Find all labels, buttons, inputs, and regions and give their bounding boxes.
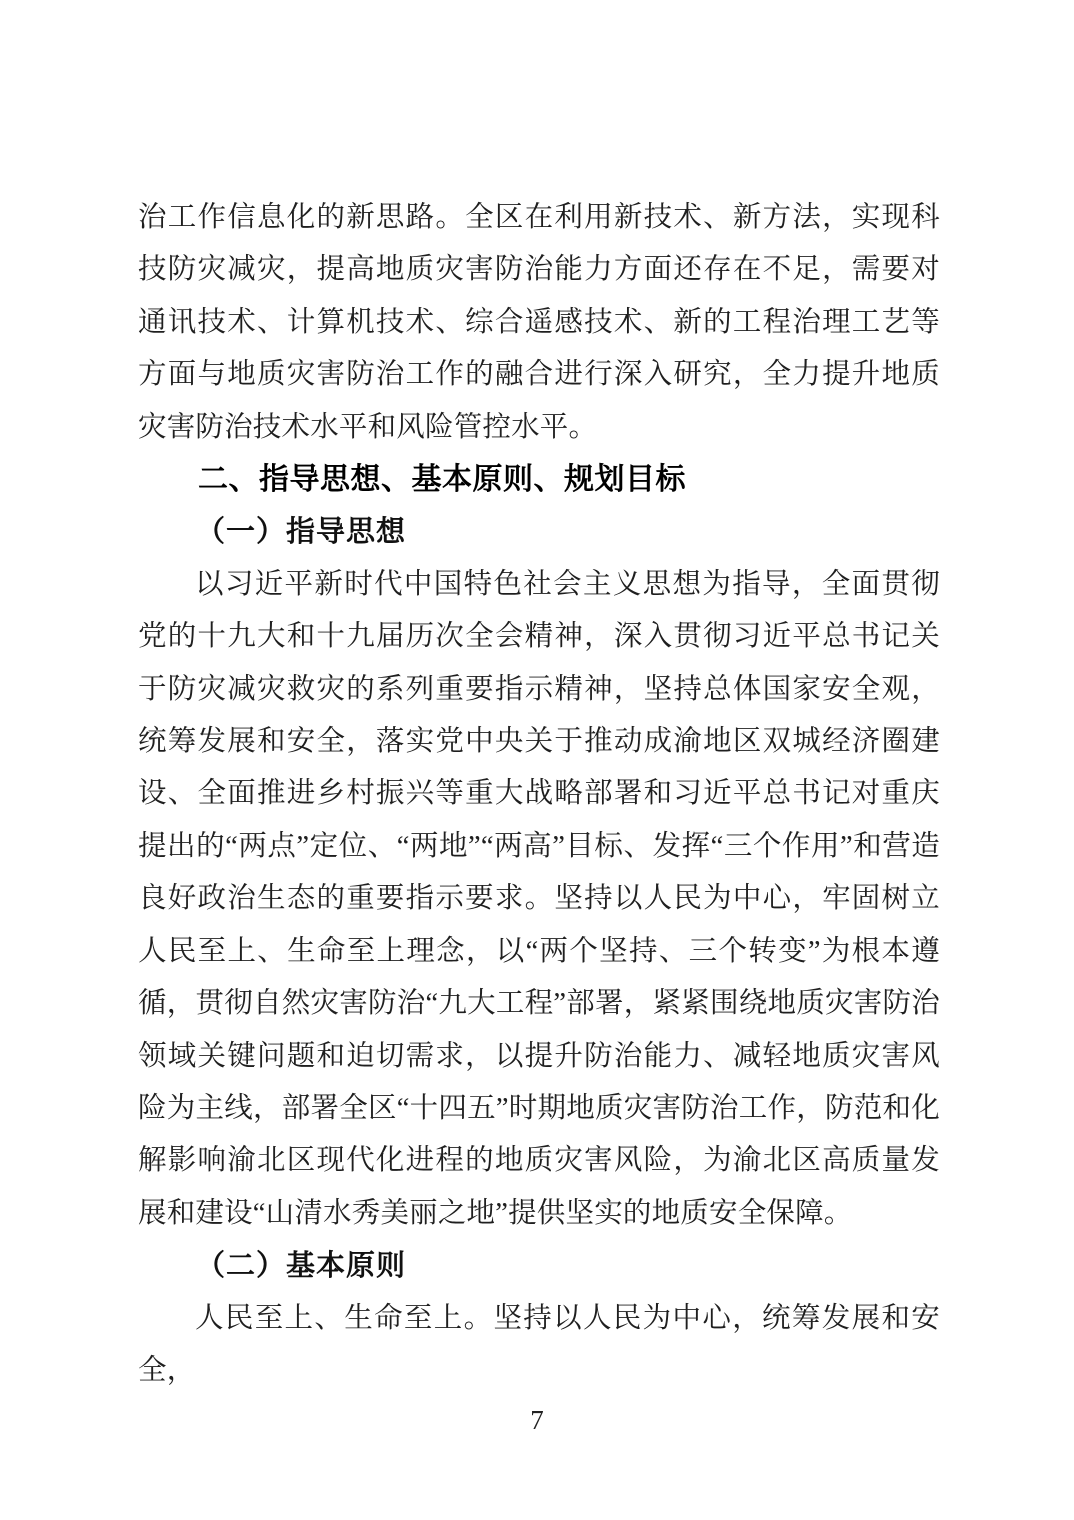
section-heading: 二、指导思想、基本原则、规划目标 <box>198 463 686 497</box>
subsection-heading-guiding-ideology: （一）指导思想 <box>196 516 407 549</box>
page-number: 7 <box>530 1405 544 1435</box>
paragraph-basic-principles: 人民至上、生命至上。坚持以人民为中心，统筹发展和安全， <box>138 1302 940 1386</box>
paragraph-continuation: 治工作信息化的新思路。全区在利用新技术、新方法，实现科技防灾减灾，提高地质灾害防治能力方面还存在不足，需要对通讯技术、计算机技术、综合遥感技术、新的工程治理工艺等方面与地质灾害防治工作的融合进行深入研究，全力提升地质灾害防治技术水平和风险管控水平。 <box>138 202 940 443</box>
paragraph-guiding-ideology: 以习近平新时代中国特色社会主义思想为指导，全面贯彻党的十九大和十九届历次全会精神，深入贯彻习近平总书记关于防灾减灾救灾的系列重要指示精神，坚持总体国家安全观，统筹发展和安全，落实党中央关于推动成渝地区双城经济圈建设、全面推进乡村振兴等重大战略部署和习近平总书记对重庆提出的“两点”定位、“两地”“两高”目标、发挥“三个作用”和营造良好政治生态的重要指示要求。坚持以人民为中心，牢固树立人民至上、生命至上理念，以“两个坚持、三个转变”为根本遵循，贯彻自然灾害防治“九大工程”部署，紧紧围绕地质灾害防治领域关键问题和迫切需求，以提升防治能力、减轻地质灾害风险为主线，部署全区“十四五”时期地质灾害防治工作，防范和化解影响渝北区现代化进程的地质灾害风险，为渝北区高质量发展和建设“山清水秀美丽之地”提供坚实的地质安全保障。 <box>138 568 940 1229</box>
subsection-heading-basic-principles: （二）基本原则 <box>196 1250 407 1283</box>
